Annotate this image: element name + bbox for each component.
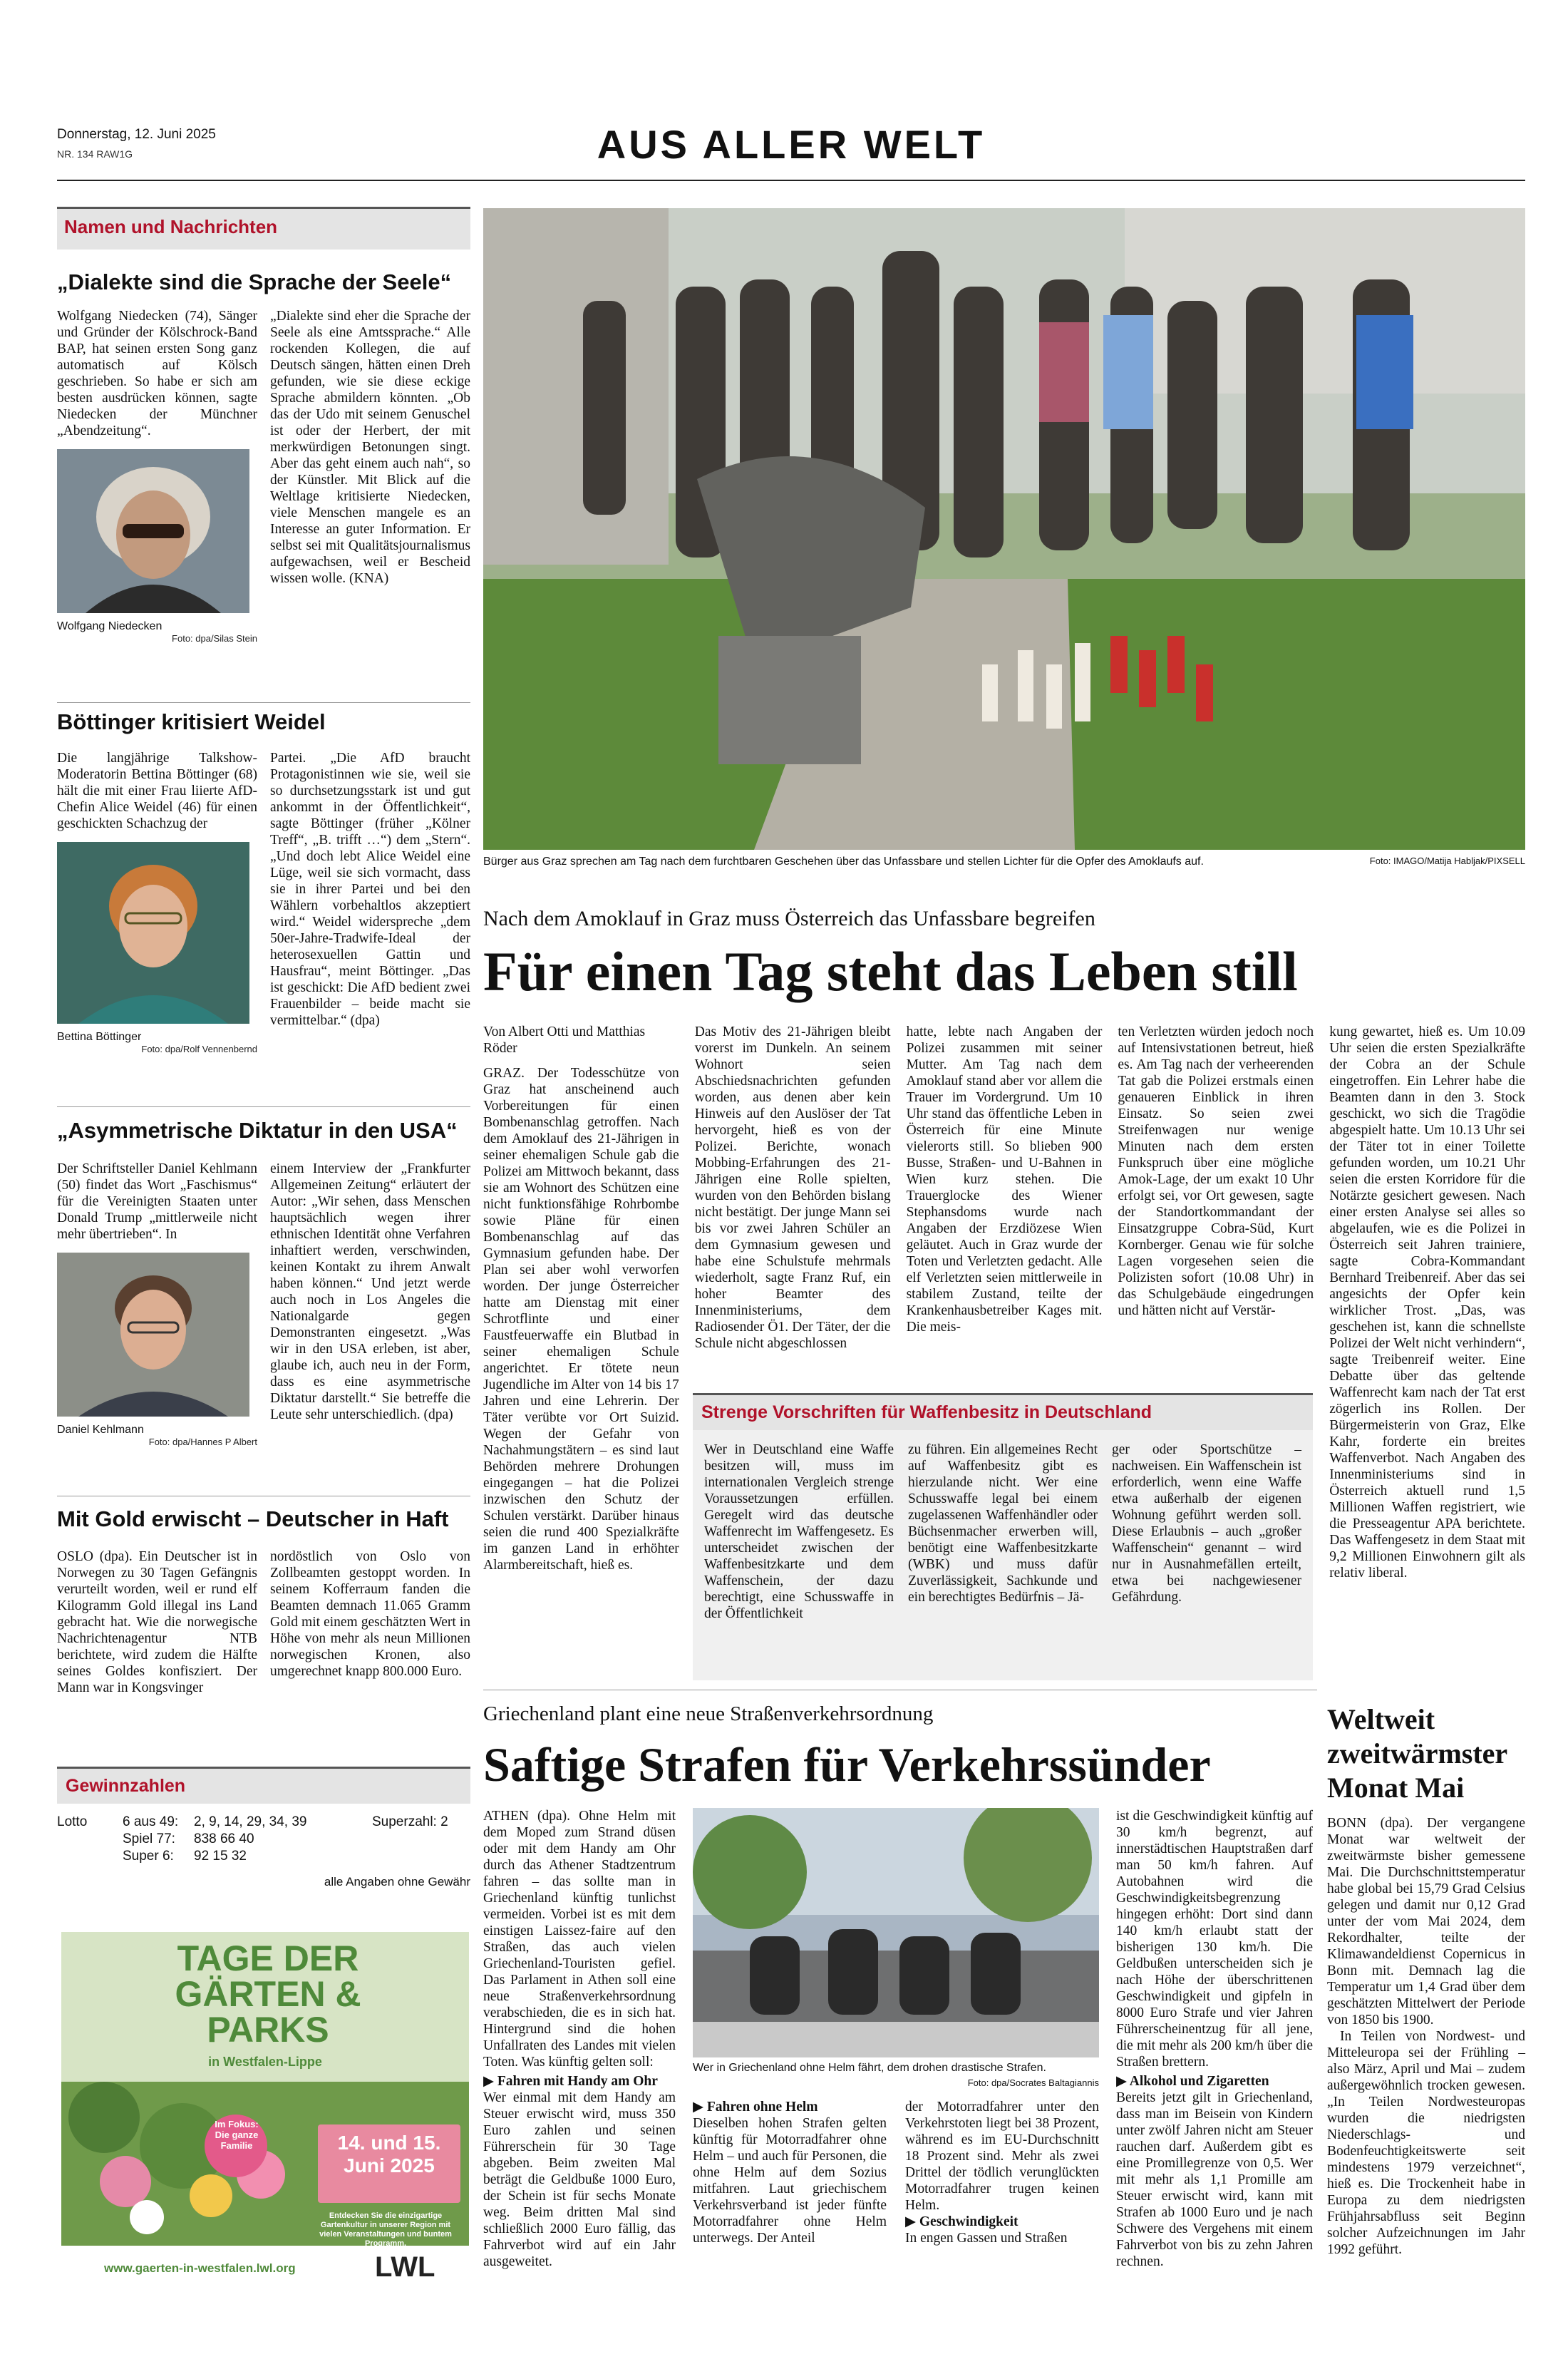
story-headline-gold: Mit Gold erwischt – Deutscher in Haft bbox=[57, 1506, 449, 1531]
story-body-kehlmann bbox=[57, 1161, 470, 1496]
portrait-boettinger bbox=[57, 842, 249, 1024]
weather-brief bbox=[1327, 1702, 1525, 2258]
lead-text-col3: hatte, lebte nach Angaben der Polizei zusammen mit seiner Mutter. Am Tag nach dem Amoklauf stand aber vor allem die Trauer im Vordergrund. Um 10 Uhr stand das öffentliche Leben in Österreich für eine Minute vielerorts still. So blieben 900 Busse, Straßen- und U-Bahnen in Wien kurz stehen. Die Trauerglocke des Wiener Stephansdoms wurde nach Angaben der Erzdiözese Wien geläutet. Auch in Graz wurde der Toten und Verletzten gedacht. Alle elf Verletzten seien mittlerweile in stabilem Zustand, teilte der Krankenhausbetreiber Kages mit. Die meis- bbox=[906, 1024, 1103, 1335]
second-col3 bbox=[905, 2099, 1099, 2246]
story-text: „Dialekte sind eher die Sprache der Seele als eine Amtssprache.“ Alle rockenden Kollegen, die auf Deutsch sängen, hätten einen Dreh gefunden, wie sie diese eckige Sprache abmildern könnten. „Ob das der Udo mit seinem Genuschel ist oder der Herbert, der mit merkwürdigen Betonungen singt. Aber das geht einem auch nah“, so der Künstler. Mit Blick auf die Weltlage kritisierte Niedecken, viele Menschen mangele es an Interesse an guter Information. Er selbst sei mit Qualitätsjournalismus aufgewachsen, weil er Bescheid wissen wolle. (KNA) bbox=[270, 309, 470, 586]
photo-credit: Foto: dpa/Hannes P Albert bbox=[148, 1437, 257, 1447]
ad-dates: 14. und 15. Juni 2025 bbox=[337, 2132, 441, 2177]
story-text: einem Interview der „Frankfurter Allgemeinen Zeitung“ erläutert der Autor: „Wir sehen, dass Menschen hauptsächlich wegen ihrer ethnischen Identität ohne Verfahren inhaftiert werden, verschwinden, keinen Kontakt zu ihrem Anwalt haben können.“ Und jetzt werde auch noch in Los Angeles die Nationalgarde gegen Demonstranten eingesetzt. „Was wir in den USA erleben, ist aber, glaube ich, auch neu in der Form, dass es eine asymmetrische Diktatur darstellt.“ Sie betreffe die Leute sehr unterschiedlich. (dpa) bbox=[270, 1161, 470, 1422]
lead-text-col4: ten Verletzten würden jedoch noch auf Intensivstationen betreut, hieß es. Am Tag nach der verheerenden Tat gab die Polizei erstmals einen genaueren Einblick in ihren Einsatz. So seien zwei Streifenwagen nur wenige Minuten nach dem ersten Funkspruch über eine mögliche Amok-Lage, der um exakt 10 Uhr erfolgt sei, vor Ort gewesen, sagte der Standortkommandant der Einsatzgruppe Cobra-Süd, Kurt Kornberger. Genau wie für solche Lagen vorgesehen seien die Polizisten sofort (10.08 Uhr) in das Schulgebäude eingedrungen und hätten nicht auf Verstär- bbox=[1118, 1024, 1314, 1318]
lotto-label: Lotto bbox=[57, 1814, 88, 1829]
divider bbox=[57, 702, 470, 703]
arrow-icon: ▶ bbox=[693, 2100, 707, 2115]
advertisement-gaerten[interactable] bbox=[61, 1932, 469, 2288]
second-text: der Motorradfahrer unter den Verkehrstoten liegt bei 38 Prozent, während es im EU-Durchschnitt 18 Prozent sind. Mehr als zwei Drittel der tödlich verunglückten Motorradfahrer trugen keinen Helm. bbox=[905, 2100, 1099, 2213]
lead-photo-caption: Bürger aus Graz sprechen am Tag nach dem furchtbaren Geschehen über das Unfassbare und stellen Lichter für die Opfer des Amoklaufs auf. bbox=[483, 855, 1204, 868]
portrait-niedecken bbox=[57, 449, 249, 613]
second-headline: Saftige Strafen für Verkehrssünder bbox=[483, 1737, 1211, 1792]
lotto-game: Spiel 77: bbox=[123, 1831, 175, 1846]
lotto-disclaimer: alle Angaben ohne Gewähr bbox=[324, 1875, 470, 1889]
lotto-header: Gewinnzahlen bbox=[57, 1767, 470, 1804]
lead-headline: Für einen Tag steht das Leben still bbox=[483, 940, 1298, 1002]
arrow-icon: ▶ bbox=[1116, 2074, 1130, 2089]
page-date: Donnerstag, 12. Juni 2025 bbox=[57, 127, 216, 142]
ad-focus-label: Im Fokus: bbox=[215, 2119, 259, 2129]
subhead-speed: ▶ Geschwindigkeit bbox=[905, 2214, 1018, 2229]
ad-title-line1: TAGE DER bbox=[177, 1938, 359, 1978]
photo-caption: Daniel Kehlmann bbox=[57, 1424, 144, 1436]
lead-text-col5: kung gewartet, hieß es. Um 10.09 Uhr seien die ersten Spezialkräfte der Cobra an der Schule eingetroffen. Ein Lehrer habe die Beamten dann in den 3. Stock geschickt, wo sich die Tragödie abgespielt hatte. Um 10.13 Uhr sei der Täter tot in einer Toilette gefunden worden, um 10.21 Uhr seien die ersten Korridore für die Notärzte gesichert gewesen. Nach einer ersten Analyse sei alles so abgelaufen, wie es die Polizei in Österreich seit Jahren trainiere, sagte Cobra-Kommandant Bernhard Treibenreif. Aber das sei angesichts der Opfer kein wirklicher Trost. „Das, was geschehen ist, kann die schnellste Polizei der Welt nicht verhindern“, sagte Treibenreif weiter. Eine Debatte über das geltende Waffenrecht kam nach der Tat erst zögerlich ins Rollen. Der Bürgermeisterin von Graz, Elke Kahr, forderte ein breites Waffenverbot. Nach Angaben des Innenministeriums sind in Österreich aktuell rund 1,5 Millionen Waffen registriert, wie die Presseagentur APA berichtete. Das Waffengesetz in dem Staat mit 9,2 Millionen Einwohnern gilt als relativ liberal. bbox=[1329, 1024, 1525, 1581]
ad-title-line3: PARKS bbox=[207, 2010, 329, 2050]
weather-text: BONN (dpa). Der vergangene Monat war weltweit der zweitwärmste bisher gemessene Mai. Die Durchschnittstemperatur habe global bei 15,79 Grad Celsius gelegen und damit nur 0,12 Grad unter der vom Mai 2024, dem Rekordhalter, teilte der Klimawandeldienst Copernicus in Bonn mit. Demnach lag die Temperatur um 1,4 Grad über dem geschätzten Mittelwert der Periode von 1850 bis 1900. bbox=[1327, 1816, 1525, 2028]
ad-region: in Westfalen-Lippe bbox=[208, 2055, 322, 2069]
second-text: Dieselben hohen Strafen gelten künftig für Motorradfahrer ohne Helm – und auch für Personen, die ohne Helm auf dem Sozius mitfahren. Laut griechischem Verkehrsverband ist jeder fünfte Motorradfahrer ohne Helm unterwegs. Der Anteil bbox=[693, 2116, 887, 2246]
lead-photo bbox=[483, 208, 1525, 850]
second-text: Wer einmal mit dem Handy am Steuer erwischt wird, muss 350 Euro zahlen und seinen Führerschein für 30 Tage abgeben. Beim zweiten Mal beträgt die Geldbuße 1000 Euro, der Schein ist für sechs Monate weg. Beim dritten Mal sind schließlich 2000 Euro fällig, das Fahrverbot wird auf ein Jahr ausgeweitet. bbox=[483, 2090, 676, 2269]
photo-caption: Bettina Böttinger bbox=[57, 1031, 142, 1043]
lotto-numbers: 2, 9, 14, 29, 34, 39 bbox=[194, 1814, 307, 1829]
photo-credit: Foto: dpa/Silas Stein bbox=[172, 633, 257, 644]
lotto-box bbox=[57, 1767, 470, 1889]
story-text: OSLO (dpa). Ein Deutscher ist in Norwegen zu 30 Tagen Gefängnis verurteilt worden, weil er rund elf Kilogramm Gold illegal ins Land gebracht hat. Wie die norwegische Nachrichtenagentur NTB berichtete, wird zudem die Hälfte seines Goldes konfisziert. Der Mann war in Kongsvinger bbox=[57, 1549, 257, 1695]
second-text: ist die Geschwindigkeit künftig auf 30 km/h begrenzt, auf innerstädtischen Hauptstraßen darf man 50 km/h fahren. Auf Autobahnen wird die Geschwindigkeitsbegrenzung hingegen erhöht: Dort sind dann 140 km/h erlaubt statt der bisherigen 130 km/h. Die Geldbußen unterscheiden sich je nach Höhe der überschrittenen Geschwindigkeit und gipfeln in 8000 Euro Strafe und vier Jahren Führerscheinentzug für all jene, die mit mehr als 200 km/h über die Straßen brettern. bbox=[1116, 1809, 1313, 2070]
lead-byline: Von Albert Otti und Matthias Röder bbox=[483, 1024, 646, 1056]
factbox-text: zu führen. Ein allgemeines Recht auf Waffenbesitz gibt es hierzulande nicht. Wer eine Schusswaffe legal bei einem zugelassenen Waffenhändler oder Büchsenmacher erwerben will, benötigt eine Waffenbesitzkarte (WBK) und muss dafür Zuverlässigkeit, Sachkunde und ein berechtigtes Bedürfnis – Jä- bbox=[908, 1442, 1098, 1605]
lotto-game: 6 aus 49: bbox=[123, 1814, 179, 1829]
weather-text: In Teilen von Nordwest- und Mitteleuropa sei der Frühling – also März, April und Mai – zudem außergewöhnlich trocken gewesen. „In Teilen Nordwesteuropas wurden die niedrigsten Niederschlags- und Bodenfeuchtigkeitswerte seit mindestens 1979 verzeichnet“, hieß es. Die Trockenheit habe in Europa zu dem niedrigsten Frühjahrsabfluss seit Beginn solcher Aufzeichnungen im Jahr 1992 geführt. bbox=[1327, 2029, 1525, 2257]
second-photo-caption: Wer in Griechenland ohne Helm fährt, dem drohen drastische Strafen. bbox=[693, 2062, 1046, 2074]
names-news-box bbox=[57, 207, 470, 250]
story-headline-dialekte: „Dialekte sind die Sprache der Seele“ bbox=[57, 269, 452, 294]
lotto-superzahl: Superzahl: 2 bbox=[372, 1814, 448, 1829]
story-body-dialekte bbox=[57, 308, 470, 686]
second-text: Bereits jetzt gilt in Griechenland, dass man im Beisein von Kindern unter zwölf Jahren nicht am Steuer rauchen darf. Außerdem gibt es eine Promillegrenze von 0,5. Wer mit mehr als 1,1 Promille am Steuer erwischt wird, kann mit Strafen ab 1000 Euro und je nach Schwere des Vergehens mit einem Fahrverbot von bis zu zehn Jahren rechnen. bbox=[1116, 2090, 1313, 2269]
subhead-alkohol: ▶ Alkohol und Zigaretten bbox=[1116, 2074, 1269, 2089]
factbox-text: ger oder Sportschütze – nachweisen. Ein Waffenschein ist erforderlich, wenn eine Waffe etwa außerhalb der eigenen Wohnung geführt werden soll. Diese Erlaubnis – auch „großer Waffenschein“ genannt – wird nur in Ausnahmefällen erteilt, etwa bei nachgewiesener Gefährdung. bbox=[1112, 1442, 1301, 1605]
box-header: Namen und Nachrichten bbox=[57, 207, 470, 250]
lotto-numbers: 838 66 40 bbox=[194, 1831, 254, 1846]
story-text: Wolfgang Niedecken (74), Sänger und Gründer der Kölschrock-Band BAP, hat seinen ersten Song ganz automatisch auf Kölsch geschrieben. So habe er sich am besten ausdrücken können, sagte Niedecken der Münchner „Abendzeitung“. bbox=[57, 309, 257, 438]
second-text: In engen Gassen und Straßen bbox=[905, 2231, 1068, 2246]
ad-logo: LWL bbox=[375, 2251, 435, 2283]
second-photo-credit: Foto: dpa/Socrates Baltagiannis bbox=[967, 2077, 1099, 2088]
ad-url-link[interactable]: www.gaerten-in-westfalen.lwl.org bbox=[104, 2261, 296, 2275]
issue-number: NR. 134 RAW1G bbox=[57, 148, 133, 160]
story-body-gold bbox=[57, 1548, 470, 1696]
story-text: Partei. „Die AfD braucht Protagonistinnen wie sie, weil sie so durchsetzungsstark ist und gut ankommt in der Öffentlichkeit“, sagte Böttinger (früher „Kölner Treff“, „B. trifft …“) dem „Stern“. „Und doch lebt Alice Weidel eine Lüge, weil sie sich vormacht, dass sie in ihrer Partei und bei den Wählern vorbehaltlos akzeptiert wird.“ Weidel widerspreche „dem 50er-Jahre-Tradwife-Ideal der heterosexuellen Gattin und Hausfrau“, meint Böttinger. „Das ist geschickt: Die AfD bedient zwei Frauenbilder – beide macht sie vermittelbar.“ (dpa) bbox=[270, 751, 470, 1028]
ad-blurb: Entdecken Sie die einzigartige Gartenkultur in unserer Region mit vielen Veranstaltungen und buntem Programm. bbox=[319, 2211, 452, 2248]
divider bbox=[57, 1106, 470, 1107]
story-text: Der Schriftsteller Daniel Kehlmann (50) findet das Wort „Faschismus“ für die Vereinigten Staaten unter Donald Trump „mittlerweile nicht mehr übertrieben“. In bbox=[57, 1161, 257, 1242]
second-col4 bbox=[1116, 1808, 1313, 2270]
lotto-numbers: 92 15 32 bbox=[194, 1849, 247, 1864]
weather-headline: Weltweit zweitwärmster Monat Mai bbox=[1327, 1703, 1507, 1804]
lead-kicker: Nach dem Amoklauf in Graz muss Österreich das Unfassbare begreifen bbox=[483, 907, 1095, 930]
portrait-kehlmann bbox=[57, 1253, 249, 1417]
second-kicker: Griechenland plant eine neue Straßenverkehrsordnung bbox=[483, 1702, 934, 1725]
arrow-icon: ▶ bbox=[483, 2074, 497, 2089]
ad-title-line2: GÄRTEN & bbox=[175, 1974, 361, 2014]
section-title: AUS ALLER WELT bbox=[597, 122, 986, 167]
story-headline-kehlmann: „Asymmetrische Diktatur in den USA“ bbox=[57, 1118, 458, 1143]
second-col2 bbox=[693, 2099, 887, 2246]
factbox-waffen bbox=[693, 1393, 1313, 1680]
photo-credit: Foto: dpa/Rolf Vennenbernd bbox=[141, 1044, 257, 1054]
second-col1 bbox=[483, 1808, 676, 2270]
factbox-header: Strenge Vorschriften für Waffenbesitz in Deutschland bbox=[693, 1395, 1313, 1430]
masthead-rule bbox=[57, 180, 1525, 181]
story-headline-boettinger: Böttinger kritisiert Weidel bbox=[57, 709, 326, 734]
story-text: nordöstlich von Oslo von Zollbeamten gestoppt worden. In seinem Kofferraum fanden die Beamten demnach 11.065 Gramm Gold mit einem geschätzten Wert in Höhe von mehr als neun Millionen norwegischen Kronen, also umgerechnet knapp 800.000 Euro. bbox=[270, 1549, 470, 1679]
lead-photo-credit: Foto: IMAGO/Matija Habljak/PIXSELL bbox=[1369, 855, 1525, 866]
second-photo bbox=[693, 1808, 1099, 2057]
subhead-helm: ▶ Fahren ohne Helm bbox=[693, 2100, 818, 2115]
story-body-boettinger bbox=[57, 750, 470, 1092]
second-text: ATHEN (dpa). Ohne Helm mit dem Moped zum Strand düsen oder mit dem Handy am Ohr durch das Athener Stadtzentrum fahren – das sollte man in Griechenland künftig tunlichst vermeiden. Vorbei ist es mit dem einstigen Laissez-faire auf den Straßen, das auch vielen Griechenland-Touristen gefiel. Das Parlament in Athen soll eine neue Straßenverkehrsordnung verabschieden, die es in sich hat. Hintergrund sind die hohen Unfallraten des Landes mit vielen Toten. Was künftig gelten soll: bbox=[483, 1809, 676, 2070]
photo-caption: Wolfgang Niedecken bbox=[57, 620, 163, 632]
arrow-icon: ▶ bbox=[905, 2214, 919, 2229]
lead-text-col1: GRAZ. Der Todesschütze von Graz hat anscheinend auch Vorbereitungen für einen Bombenanschlag getroffen. Nach dem Amoklauf des 21-Jährigen in seiner ehemaligen Schule gab die Polizei am Mittwoch bekannt, dass sie am Wohnort des Schützen eine nicht funktionsfähige Rohrbombe sowie Pläne für einen Bombenanschlag auf das Gymnasium gefunden habe. Der Plan sei aber wohl verworfen worden. Der junge Österreicher hatte am Dienstag mit einer Schrotflinte und einer Faustfeuerwaffe ein Blutbad in seiner ehemaligen Schule angerichtet. Er tötete neun Jugendliche im Alter von 14 bis 17 Jahren und eine Lehrerin. Der Täter verübte vor Ort Suizid. Wegen der Gefahr von Nachahmungstätern – es sind laut Behörden mehrere Drohungen eingegangen – hat die Polizei inzwischen den Schutz der Schulen verstärkt. Darüber hinaus seien die rund 400 Spezialkräfte im ganzen Land in erhöhter Alarmbereitschaft, hieß es. bbox=[483, 1066, 679, 1573]
subhead-handy: ▶ Fahren mit Handy am Ohr bbox=[483, 2074, 658, 2089]
factbox-text: Wer in Deutschland eine Waffe besitzen will, muss im internationalen Vergleich strenge Voraussetzungen erfüllen. Geregelt wird das deutsche Waffenrecht im Waffengesetz. Es unterscheidet zwischen der Waffenbesitzkarte und dem Waffenschein, der dazu berechtigt, eine Schusswaffe in der Öffentlichkeit bbox=[704, 1442, 894, 1621]
lead-text-col2: Das Motiv des 21-Jährigen bleibt vorerst im Dunkeln. An seinem Wohnort seien Abschiedsnachrichten gefunden worden, aus denen aber kein Hinweis auf den Auslöser der Tat hervorgeht, hieß es von der Polizei. Berichte, wonach Mobbing-Erfahrungen des 21-Jährigen eine Rolle spielten, wurden von den Behörden bislang nicht bestätigt. Der junge Mann sei bis vor zwei Jahren Schüler an dem Gymnasium gewesen und habe eine Schulstufe mehrmals wiederholt, sagte Franz Ruf, ein hoher Beamter des Innenministeriums, dem Radiosender Ö1. Der Täter, der die Schule nicht abgeschlossen bbox=[694, 1024, 891, 1351]
lotto-game: Super 6: bbox=[123, 1849, 174, 1864]
story-text: Die langjährige Talkshow-Moderatorin Bettina Böttinger (68) hält die mit einer Frau liierte AfD-Chefin Alice Weidel (46) für einen geschickten Schachzug der bbox=[57, 751, 257, 831]
ad-focus-text: Die ganze Familie bbox=[215, 2129, 259, 2151]
